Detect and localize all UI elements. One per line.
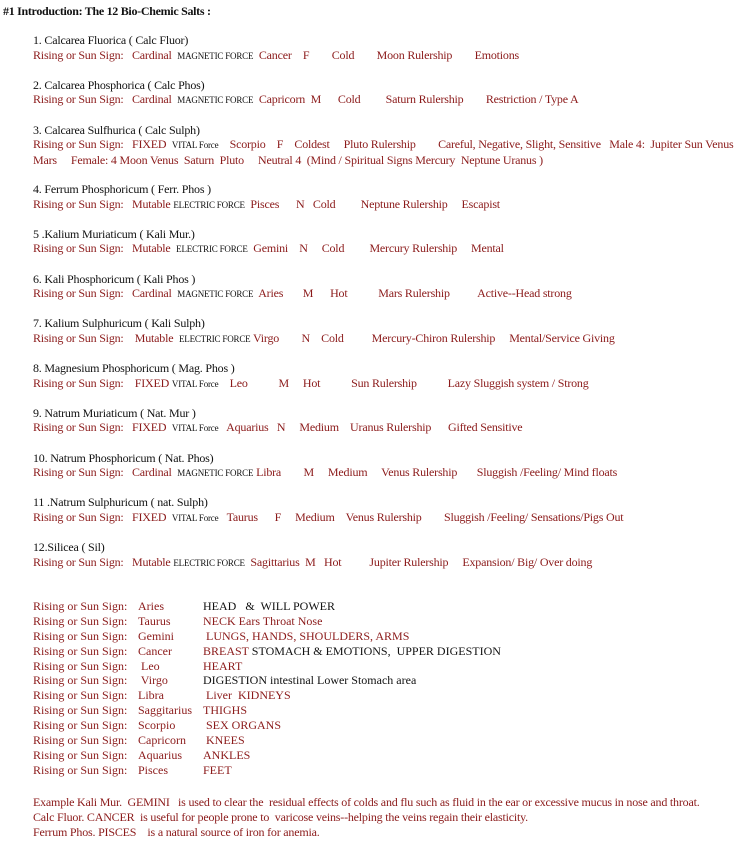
sign-label: Rising or Sun Sign: (33, 643, 128, 658)
sign-label: Rising or Sun Sign: (33, 733, 128, 748)
salt-entry (33, 78, 748, 108)
zodiac-sign: Aquarius (138, 747, 182, 762)
body-parts-red: FEET (203, 762, 232, 777)
page-title: #1 Introduction: The 12 Bio-Chemic Salts : (3, 4, 211, 18)
modality: FIXED (131, 137, 172, 152)
salt-entry (33, 540, 748, 570)
force-type: VITAL Force (171, 423, 219, 434)
sign-label: Rising or Sun Sign: (33, 599, 128, 613)
sign-label: Rising or Sun Sign: (33, 92, 132, 107)
body-parts (203, 718, 281, 733)
body-parts (203, 644, 501, 659)
body-parts-red: THIGHS (203, 703, 247, 718)
salt-attributes: Scorpio F Coldest Pluto Rulership Careful, Negative, Slight, Sensitive Male 4: Jupiter Sun Venus Mars Female: 4 Moon Venus Saturn Pluto Neutral 4 (Mind / Spiritual Signs Mercury Neptune Uranus ) (33, 137, 737, 167)
body-parts (203, 659, 242, 674)
force-type: ELECTRIC FORCE (173, 199, 245, 210)
salt-attributes: Sagittarius M Hot Jupiter Rulership Expansion/ Big/ Over doing (244, 554, 593, 569)
body-parts-red: LUNGS, HANDS, SHOULDERS, ARMS (203, 628, 410, 643)
modality: Mutable (131, 241, 177, 256)
modality: Mutable (134, 330, 179, 345)
sign-label: Rising or Sun Sign: (33, 613, 128, 628)
sign-label: Rising or Sun Sign: (33, 703, 128, 718)
body-parts (203, 688, 291, 703)
zodiac-sign: Pisces (138, 762, 168, 777)
salt-entry (33, 451, 748, 481)
salt-detail (33, 510, 748, 526)
zodiac-sign: Aries (138, 599, 164, 613)
salt-title: 12.Silicea ( Sil) (33, 540, 105, 555)
salt-detail (33, 241, 748, 257)
body-parts (203, 703, 247, 718)
salt-detail (33, 420, 748, 436)
body-parts (203, 733, 245, 748)
force-type: MAGNETIC FORCE (177, 95, 254, 106)
salt-title: 4. Ferrum Phosphoricum ( Ferr. Phos ) (33, 181, 211, 196)
zodiac-sign: Saggitarius (138, 703, 192, 718)
salt-title: 6. Kali Phosphoricum ( Kali Phos ) (33, 271, 196, 286)
sign-label: Rising or Sun Sign: (33, 510, 132, 524)
salt-detail (33, 286, 748, 302)
salt-title: 9. Natrum Muriaticum ( Nat. Mur ) (33, 405, 196, 420)
example-line: Ferrum Phos. PISCES is a natural source of iron for anemia. (33, 825, 320, 839)
salt-attributes: Pisces N Cold Neptune Rulership Escapist (244, 196, 500, 211)
salt-title: 10. Natrum Phosphoricum ( Nat. Phos) (33, 450, 214, 465)
modality: Cardinal (131, 465, 178, 480)
salt-attributes: Capricorn M Cold Saturn Rulership Restriction / Type A (253, 92, 579, 107)
sign-label: Rising or Sun Sign: (33, 330, 135, 345)
body-parts-red: NECK Ears Throat Nose (203, 613, 323, 628)
body-parts (203, 629, 409, 644)
zodiac-sign: Cancer (138, 643, 172, 658)
salt-attributes: Gemini N Cold Mercury Rulership Mental (247, 241, 504, 256)
modality: FIXED (131, 420, 172, 435)
body-parts-black: STOMACH & EMOTIONS, UPPER DIGESTION (248, 643, 501, 658)
salt-title: 3. Calcarea Sulfhurica ( Calc Sulph) (33, 122, 200, 137)
body-parts-red: HEART (203, 658, 243, 673)
salt-detail (33, 555, 748, 571)
salt-title: 11 .Natrum Sulphuricum ( nat. Sulph) (33, 495, 208, 510)
sign-label: Rising or Sun Sign: (33, 286, 132, 301)
sign-label: Rising or Sun Sign: (33, 47, 132, 62)
sign-label: Rising or Sun Sign: (33, 762, 128, 777)
salt-detail (33, 48, 748, 64)
salt-entry (33, 123, 748, 168)
zodiac-sign: Leo (138, 658, 160, 673)
body-parts (203, 763, 232, 778)
salt-attributes: Aries M Hot Mars Rulership Active--Head strong (253, 286, 572, 301)
salt-entry (33, 406, 748, 436)
salt-attributes: Aquarius N Medium Uranus Rulership Gifted Sensitive (218, 420, 523, 435)
salt-entry (33, 272, 748, 302)
example-line: Calc Fluor. CANCER is useful for people prone to varicose veins--helping the veins regain their elasticity. (33, 810, 528, 824)
modality: Mutable (131, 554, 174, 569)
salt-detail (33, 465, 748, 481)
salt-title: 1. Calcarea Fluorica ( Calc Fluor) (33, 33, 189, 47)
modality: Mutable (131, 196, 174, 211)
salt-entry (33, 182, 748, 212)
sign-label: Rising or Sun Sign: (33, 137, 132, 152)
salt-attributes: Libra M Medium Venus Rulership Sluggish /Feeling/ Mind floats (253, 465, 618, 480)
salts-list (33, 33, 748, 585)
sign-label: Rising or Sun Sign: (33, 465, 132, 480)
salt-detail (33, 92, 748, 108)
zodiac-sign: Gemini (138, 628, 174, 643)
force-type: MAGNETIC FORCE (177, 289, 254, 300)
salt-attributes: Cancer F Cold Moon Rulership Emotions (253, 47, 519, 62)
sign-label: Rising or Sun Sign: (33, 241, 132, 256)
body-parts (203, 673, 416, 688)
salt-attributes: Leo M Hot Sun Rulership Lazy Sluggish system / Strong (218, 375, 589, 390)
body-parts (203, 599, 335, 614)
salt-attributes: Taurus F Medium Venus Rulership Sluggish /Feeling/ Sensations/Pigs Out (218, 510, 624, 524)
sign-label: Rising or Sun Sign: (33, 196, 132, 211)
salt-entry (33, 361, 748, 391)
sign-label: Rising or Sun Sign: (33, 375, 135, 390)
force-type: VITAL Force (171, 513, 219, 523)
sign-label: Rising or Sun Sign: (33, 688, 128, 703)
salt-attributes: Virgo N Cold Mercury-Chiron Rulership Mental/Service Giving (250, 330, 615, 345)
sign-label: Rising or Sun Sign: (33, 747, 128, 762)
salt-detail (33, 376, 748, 392)
salt-detail (33, 331, 748, 347)
zodiac-sign: Virgo (138, 673, 168, 688)
force-type: MAGNETIC FORCE (177, 468, 254, 479)
salt-entry (33, 495, 748, 525)
salt-title: 7. Kalium Sulphuricum ( Kali Sulph) (33, 316, 205, 331)
sign-label: Rising or Sun Sign: (33, 658, 128, 673)
force-type: VITAL Force (171, 378, 219, 389)
salt-title: 8. Magnesium Phosphoricum ( Mag. Phos ) (33, 361, 235, 376)
zodiac-sign: Libra (138, 688, 164, 703)
modality: Cardinal (131, 286, 178, 301)
sign-label: Rising or Sun Sign: (33, 554, 132, 569)
sign-label: Rising or Sun Sign: (33, 673, 128, 688)
salt-entry (33, 227, 748, 257)
body-parts-black: DIGESTION intestinal Lower Stomach area (203, 673, 417, 688)
body-parts-red: ANKLES (203, 747, 251, 762)
body-parts-red: KNEES (203, 733, 245, 748)
zodiac-sign: Capricorn (138, 733, 186, 748)
modality: Cardinal (131, 47, 178, 62)
force-type: ELECTRIC FORCE (178, 333, 251, 344)
modality: Cardinal (131, 92, 178, 107)
salt-entry (33, 316, 748, 346)
body-parts (203, 614, 322, 629)
force-type: VITAL Force (171, 140, 219, 151)
salt-detail (33, 197, 748, 213)
body-parts-red: Liver KIDNEYS (203, 688, 291, 703)
salt-detail (33, 137, 748, 167)
example-line: Example Kali Mur. GEMINI is used to clear the residual effects of colds and flu such as fluid in the ear or excessive mucus in nose and throat. (33, 795, 700, 809)
salt-title: 2. Calcarea Phosphorica ( Calc Phos) (33, 77, 205, 92)
force-type: ELECTRIC FORCE (176, 244, 248, 255)
sign-label: Rising or Sun Sign: (33, 628, 128, 643)
body-parts-red: BREAST (203, 643, 249, 658)
force-type: MAGNETIC FORCE (177, 50, 254, 61)
force-type: ELECTRIC FORCE (173, 557, 245, 568)
modality: FIXED (134, 375, 172, 390)
sign-label: Rising or Sun Sign: (33, 718, 128, 733)
body-parts (203, 748, 250, 763)
body-parts-black: HEAD & WILL POWER (203, 599, 335, 613)
salt-entry (33, 33, 748, 63)
examples (33, 795, 700, 840)
salt-title: 5 .Kalium Muriaticum ( Kali Mur.) (33, 226, 195, 241)
body-parts-red: SEX ORGANS (203, 718, 282, 733)
zodiac-sign: Scorpio (138, 718, 176, 733)
zodiac-sign: Taurus (138, 613, 171, 628)
modality: FIXED (131, 510, 172, 524)
sign-label: Rising or Sun Sign: (33, 420, 132, 435)
